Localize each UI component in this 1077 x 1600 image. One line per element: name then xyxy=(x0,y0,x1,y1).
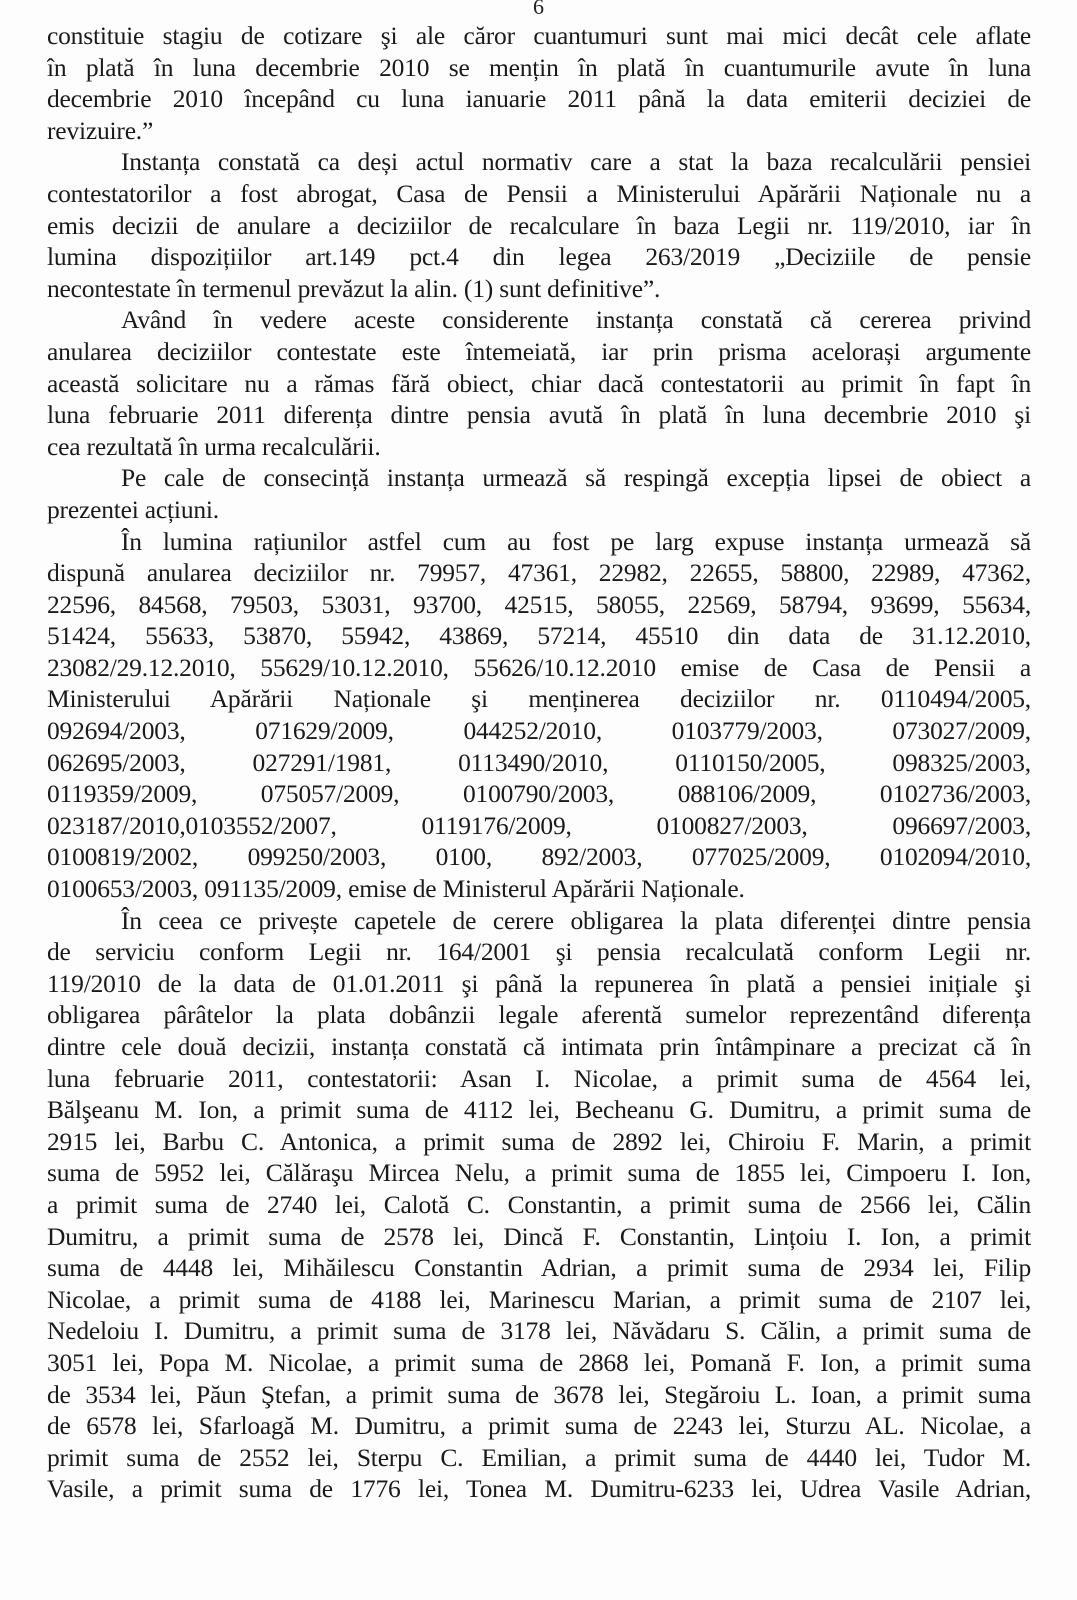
text-line: Având în vedere aceste considerente instanța constată că cererea privind xyxy=(121,305,1031,335)
text-line: această solicitare nu a rămas fără obiect, chiar dacă contestatorii au primit în fapt în xyxy=(47,368,1031,398)
text-line: necontestate în termenul prevăzut la alin. (1) sunt definitive”. xyxy=(47,273,661,303)
text-line: 0100819/2002, 099250/2003, 0100, 892/2003, 077025/2009, 0102094/2010, xyxy=(47,842,1031,872)
text-line: 0100653/2003, 091135/2009, emise de Ministerul Apărării Naționale. xyxy=(47,874,745,904)
paragraph xyxy=(47,146,1031,304)
text-line: Pe cale de consecință instanța urmează să respingă excepția lipsei de obiect a xyxy=(121,463,1031,493)
text-line: suma de 5952 lei, Călăraşu Mircea Nelu, a primit suma de 1855 lei, Cimpoeru I. Ion, xyxy=(47,1158,1031,1188)
text-line: lumina dispozițiilor art.149 pct.4 din legea 263/2019 „Deciziile de pensie xyxy=(47,242,1031,272)
text-line: anularea deciziilor contestate este întemeiată, iar prin prisma acelorași argumente xyxy=(47,336,1031,366)
paragraph xyxy=(47,905,1031,1505)
paragraph xyxy=(47,526,1031,905)
text-line: cea rezultată în urma recalculării. xyxy=(47,431,381,461)
text-line: Ministerului Apărării Naționale şi menținerea deciziilor nr. 0110494/2005, xyxy=(47,684,1031,714)
text-line: 2915 lei, Barbu C. Antonica, a primit suma de 2892 lei, Chiroiu F. Marin, a primit xyxy=(47,1126,1031,1156)
document-body xyxy=(47,20,1031,1505)
text-line: obligarea pârâtelor la plata dobânzii legale aferentă sumelor reprezentând diferența xyxy=(47,1000,1031,1030)
text-line: Nicolae, a primit suma de 4188 lei, Marinescu Marian, a primit suma de 2107 lei, xyxy=(47,1284,1031,1314)
text-line: 092694/2003, 071629/2009, 044252/2010, 0103779/2003, 073027/2009, xyxy=(47,716,1031,746)
text-line: 0119359/2009, 075057/2009, 0100790/2003, 088106/2009, 0102736/2003, xyxy=(47,779,1031,809)
text-line: emis decizii de anulare a deciziilor de recalculare în baza Legii nr. 119/2010, iar în xyxy=(47,210,1031,240)
text-line: Nedeloiu I. Dumitru, a primit suma de 3178 lei, Năvădaru S. Călin, a primit suma de xyxy=(47,1316,1031,1346)
text-line: suma de 4448 lei, Mihăilescu Constantin Adrian, a primit suma de 2934 lei, Filip xyxy=(47,1253,1031,1283)
text-line: dintre cele două decizii, instanța constată că intimata prin întâmpinare a precizat că în xyxy=(47,1032,1031,1061)
text-line: Instanța constată ca deși actul normativ care a stat la baza recalculării pensiei xyxy=(121,147,1031,177)
text-line: de 6578 lei, Sfarloagă M. Dumitru, a primit suma de 2243 lei, Sturzu AL. Nicolae, a xyxy=(47,1411,1031,1441)
text-line: în plată în luna decembrie 2010 se mențin în plată în cuantumurile avute în luna xyxy=(47,52,1031,82)
text-line: În ceea ce privește capetele de cerere obligarea la plata diferenței dintre pensia xyxy=(121,905,1031,935)
text-line: constituie stagiu de cotizare şi ale căror cuantumuri sunt mai mici decât cele aflate xyxy=(47,21,1031,50)
paragraph xyxy=(47,304,1031,462)
text-line: primit suma de 2552 lei, Sterpu C. Emilian, a primit suma de 4440 lei, Tudor M. xyxy=(47,1442,1031,1472)
text-line: dispună anularea deciziilor nr. 79957, 47361, 22982, 22655, 58800, 22989, 47362, xyxy=(47,558,1031,588)
text-line: Bălşeanu M. Ion, a primit suma de 4112 lei, Becheanu G. Dumitru, a primit suma de xyxy=(47,1095,1031,1125)
text-line: 22596, 84568, 79503, 53031, 93700, 42515, 58055, 22569, 58794, 93699, 55634, xyxy=(47,589,1031,619)
text-line: 23082/29.12.2010, 55629/10.12.2010, 55626/10.12.2010 emise de Casa de Pensii a xyxy=(47,652,1031,682)
text-line: prezentei acțiuni. xyxy=(47,494,219,524)
text-line: 023187/2010,0103552/2007, 0119176/2009, 0100827/2003, 096697/2003, xyxy=(47,810,1031,840)
text-line: 062695/2003, 027291/1981, 0113490/2010, 0110150/2005, 098325/2003, xyxy=(47,747,1031,777)
text-line: decembrie 2010 începând cu luna ianuarie 2011 până la data emiterii deciziei de xyxy=(47,84,1031,114)
text-line: Dumitru, a primit suma de 2578 lei, Dincă F. Constantin, Lințoiu I. Ion, a primit xyxy=(47,1221,1031,1251)
text-line: Vasile, a primit suma de 1776 lei, Tonea M. Dumitru-6233 lei, Udrea Vasile Adrian, xyxy=(47,1474,1031,1504)
text-line: contestatorilor a fost abrogat, Casa de Pensii a Ministerului Apărării Naționale nu a xyxy=(47,178,1031,208)
text-line: a primit suma de 2740 lei, Calotă C. Constantin, a primit suma de 2566 lei, Călin xyxy=(47,1189,1031,1219)
paragraph xyxy=(47,462,1031,525)
text-line: 51424, 55633, 53870, 55942, 43869, 57214, 45510 din data de 31.12.2010, xyxy=(47,621,1031,651)
text-line: luna februarie 2011 diferența dintre pensia avută în plată în luna decembrie 2010 şi xyxy=(47,400,1031,430)
text-line: 3051 lei, Popa M. Nicolae, a primit suma de 2868 lei, Pomană F. Ion, a primit suma xyxy=(47,1347,1031,1377)
text-line: de 3534 lei, Păun Ştefan, a primit suma de 3678 lei, Stegăroiu L. Ioan, a primit suma xyxy=(47,1379,1031,1409)
text-line: 119/2010 de la data de 01.01.2011 şi până la repunerea în plată a pensiei inițiale şi xyxy=(47,968,1031,998)
text-line: revizuire.” xyxy=(47,115,154,145)
paragraph xyxy=(47,20,1031,146)
page-number: 6 xyxy=(533,0,544,19)
text-line: de serviciu conform Legii nr. 164/2001 şi pensia recalculată conform Legii nr. xyxy=(47,937,1031,967)
text-line: În lumina rațiunilor astfel cum au fost pe larg expuse instanța urmează să xyxy=(121,526,1031,556)
text-line: luna februarie 2011, contestatorii: Asan I. Nicolae, a primit suma de 4564 lei, xyxy=(47,1063,1031,1093)
